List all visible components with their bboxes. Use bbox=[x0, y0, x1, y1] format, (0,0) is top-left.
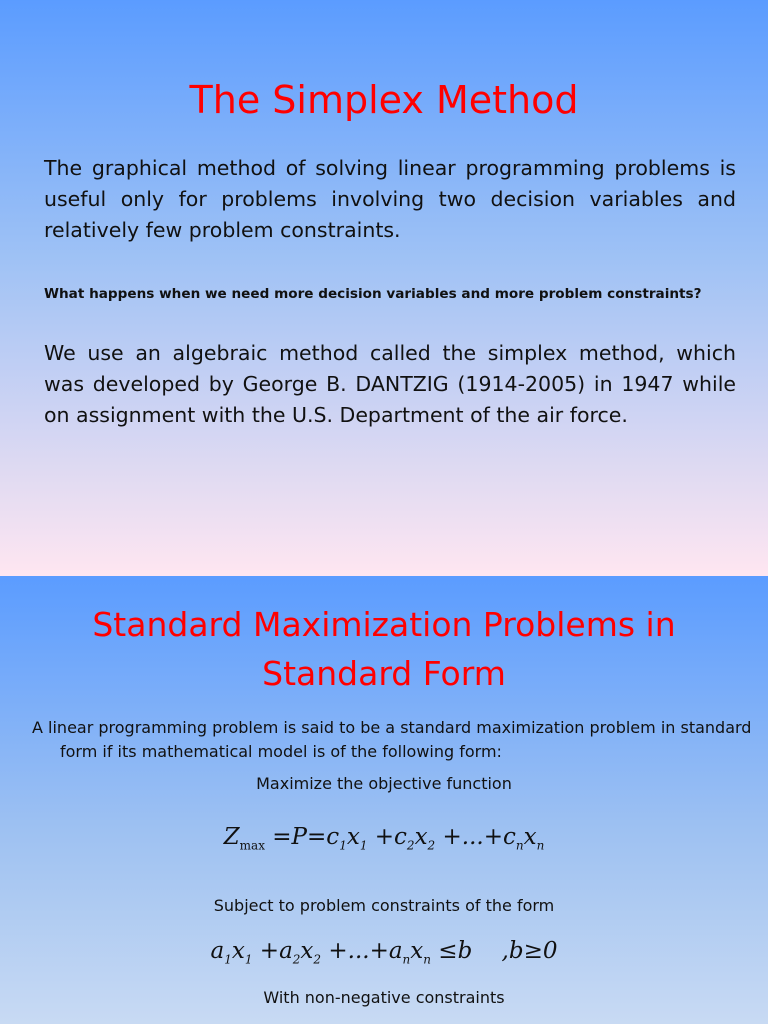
constraint-formula: $a_1x_1 +a_2x_2 +...+a_nx_n \le b$ ,b≥0 bbox=[210, 938, 558, 967]
intro-paragraph: The graphical method of solving linear programming problems is useful only for problems involving two decision variables and relatively few problem constraints. bbox=[44, 156, 736, 242]
slide-standard-maximization bbox=[0, 576, 768, 1024]
slide-title: The Simplex Method bbox=[189, 78, 579, 122]
objective-label: Maximize the objective function bbox=[256, 774, 512, 793]
title-line-1: Standard Maximization Problems in bbox=[92, 605, 676, 644]
title-line-2: Standard Form bbox=[262, 654, 506, 693]
objective-formula: $Z_{max} =P=c_1x_1 +c_2x_2 +...+c_nx_n$ bbox=[223, 824, 545, 853]
question-text: What happens when we need more decision variables and more problem constraints? bbox=[44, 286, 702, 302]
nonnegative-label: With non-negative constraints bbox=[263, 988, 505, 1007]
dantzig-paragraph: We use an algebraic method called the simplex method, which was developed by George B. DANTZIG (1914-2005) in 1947 while on assignment with the U.S. Department of the air force. bbox=[44, 341, 736, 427]
slide-title bbox=[0, 600, 768, 698]
definition-paragraph: A linear programming problem is said to be a standard maximization problem in standard form if its mathematical model is of the following form: bbox=[32, 718, 752, 761]
constraints-label: Subject to problem constraints of the form bbox=[213, 896, 555, 915]
